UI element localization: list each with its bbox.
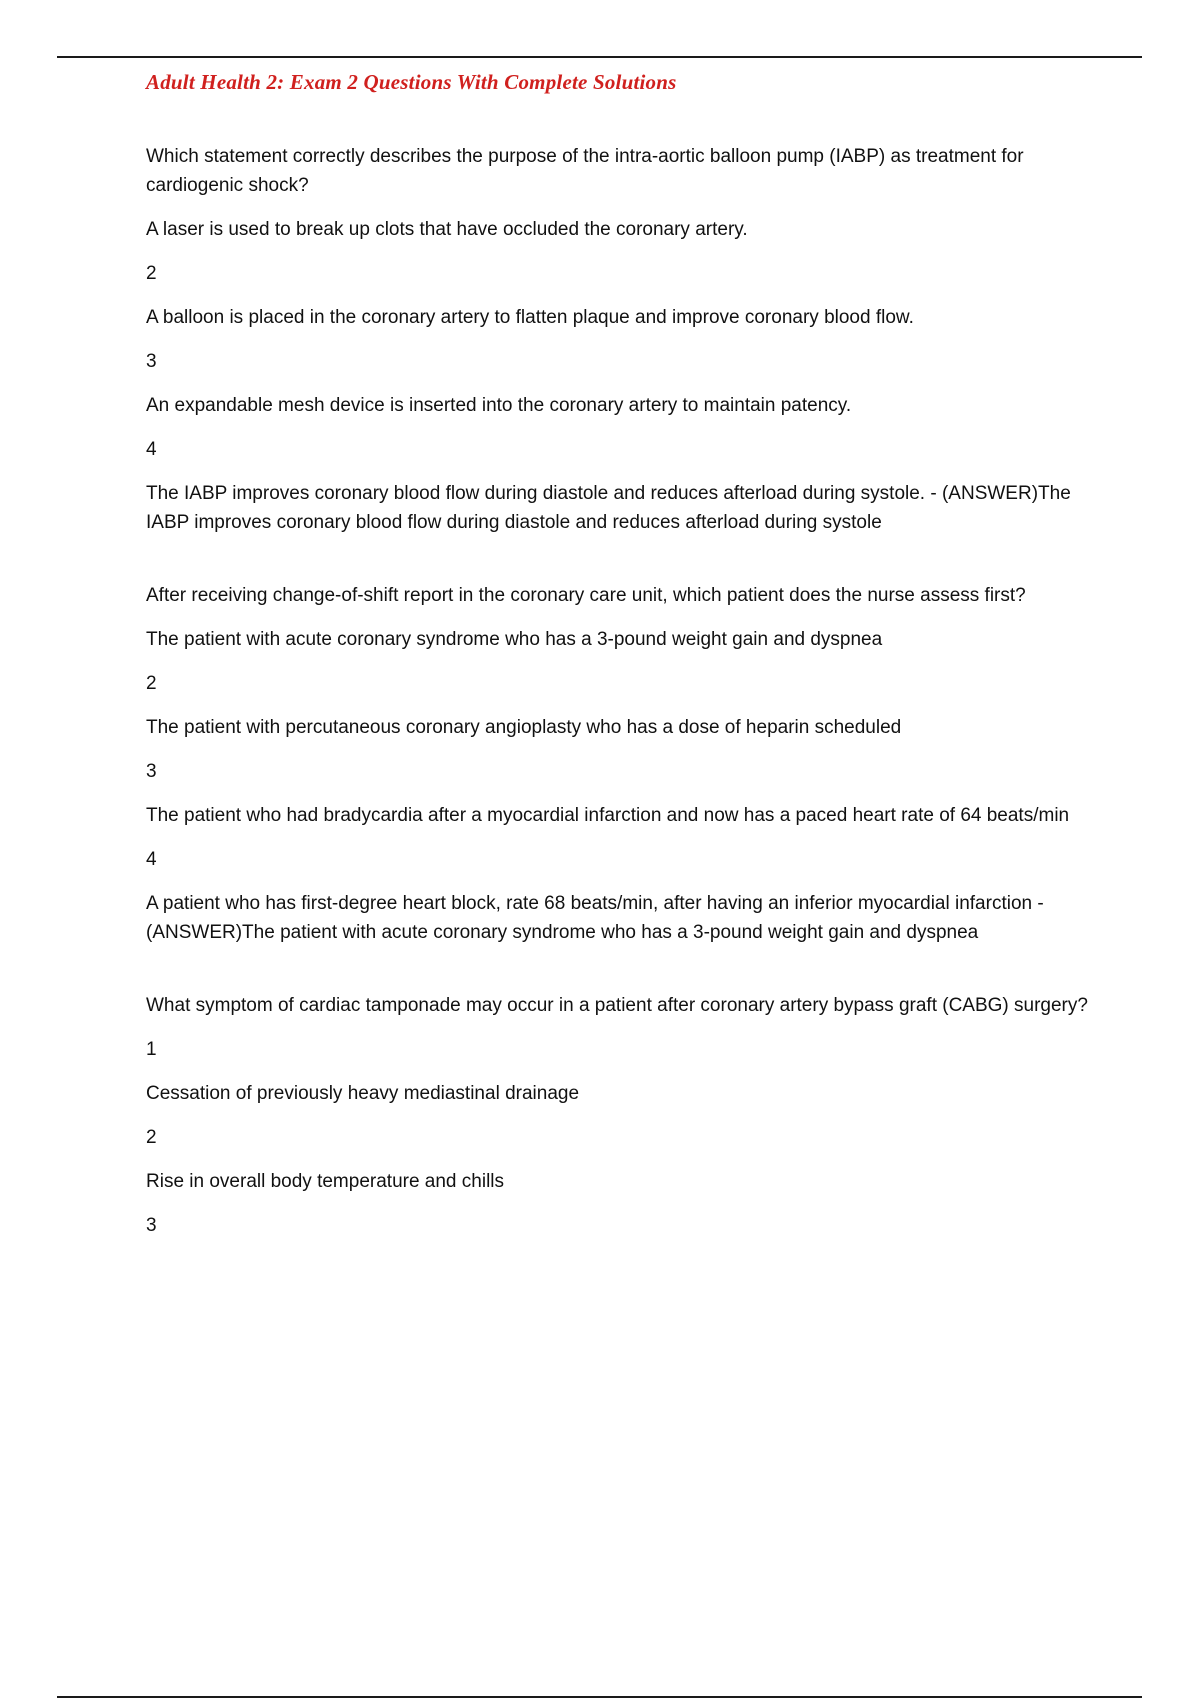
option-number: 1	[146, 1039, 157, 1060]
question-block-1	[146, 142, 1106, 537]
answer-text: A patient who has first-degree heart block, rate 68 beats/min, after having an inferior myocardial infarction - (ANSWER)The patient with acute coronary syndrome who has a 3-pound weight gain and dyspnea	[146, 893, 1044, 943]
option-number: 2	[146, 263, 157, 284]
option-text: Cessation of previously heavy mediastinal drainage	[146, 1083, 580, 1104]
question-text: After receiving change-of-shift report in the coronary care unit, which patient does the nurse assess first?	[146, 585, 1026, 606]
question-text: Which statement correctly describes the purpose of the intra-aortic balloon pump (IABP) as treatment for cardiogenic shock?	[146, 146, 1024, 196]
option-number: 2	[146, 673, 157, 694]
option-text: Rise in overall body temperature and chills	[146, 1171, 505, 1192]
option-text: A laser is used to break up clots that have occluded the coronary artery.	[146, 219, 748, 240]
option-text: The patient with acute coronary syndrome who has a 3-pound weight gain and dyspnea	[146, 629, 883, 650]
option-number: 4	[146, 439, 157, 460]
option-text: An expandable mesh device is inserted into the coronary artery to maintain patency.	[146, 395, 852, 416]
question-text: What symptom of cardiac tamponade may occur in a patient after coronary artery bypass graft (CABG) surgery?	[146, 995, 1088, 1016]
bottom-rule	[57, 1696, 1142, 1698]
option-number: 3	[146, 1215, 157, 1236]
top-rule	[57, 56, 1142, 58]
option-text: A balloon is placed in the coronary artery to flatten plaque and improve coronary blood flow.	[146, 307, 914, 328]
question-block-2	[146, 581, 1106, 947]
answer-text: The IABP improves coronary blood flow during diastole and reduces afterload during systole. - (ANSWER)The IABP improves coronary blood flow during diastole and reduces afterload during systole	[146, 483, 1071, 533]
option-number: 3	[146, 761, 157, 782]
option-number: 4	[146, 849, 157, 870]
question-block-3	[146, 991, 1106, 1240]
option-number: 3	[146, 351, 157, 372]
document-body	[146, 142, 1106, 1255]
option-number: 2	[146, 1127, 157, 1148]
document-title: Adult Health 2: Exam 2 Questions With Complete Solutions	[146, 70, 677, 94]
option-text: The patient with percutaneous coronary angioplasty who has a dose of heparin scheduled	[146, 717, 902, 738]
option-text: The patient who had bradycardia after a myocardial infarction and now has a paced heart rate of 64 beats/min	[146, 805, 1070, 826]
